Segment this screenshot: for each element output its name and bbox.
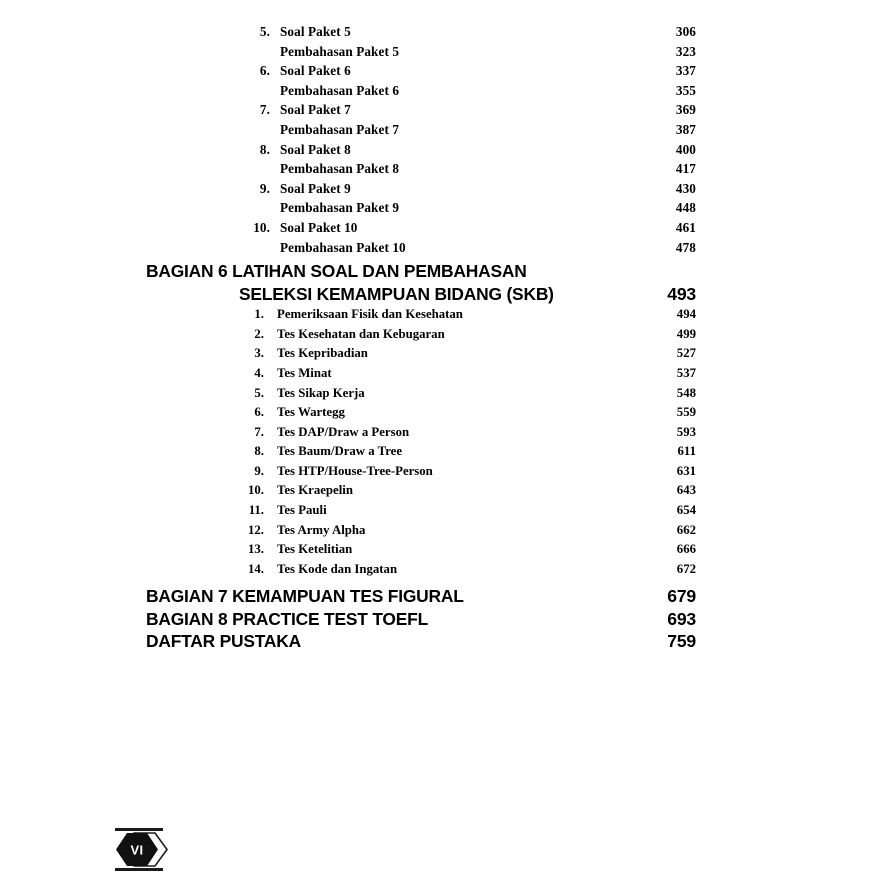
toc-row[interactable] [146,540,696,560]
toc-row-label: Tes Wartegg [277,405,345,420]
toc-row-label: Pembahasan Paket 9 [280,200,400,216]
section-heading-label: BAGIAN 8 PRACTICE TEST TOEFL [146,608,429,629]
toc-row-page: 631 [676,463,696,478]
toc-row[interactable] [146,198,696,218]
toc-row-page: 369 [675,102,696,118]
toc-row[interactable] [146,81,696,101]
toc-row-number: 13. [248,542,264,557]
toc-row-number: 4. [254,365,264,380]
toc-row-page: 323 [675,43,696,59]
toc-row-page: 417 [675,161,696,177]
toc-row-label: Tes Sikap Kerja [277,385,365,400]
section-heading-bagian-6-line2 [146,283,696,306]
toc-row[interactable] [146,305,696,325]
toc-row[interactable] [146,384,696,404]
toc-row[interactable] [146,179,696,199]
toc-row-label: Pembahasan Paket 7 [280,121,400,137]
toc-list-skb [146,305,696,579]
toc-row-page: 527 [676,346,696,361]
toc-row-page: 559 [676,405,696,420]
toc-row-page: 355 [675,82,696,98]
toc-row-number: 2. [254,326,264,341]
toc-row-page: 548 [676,385,696,400]
toc-row-label: Tes Army Alpha [277,522,366,537]
section-heading-bagian-8 [146,608,696,631]
toc-row-label: Tes Minat [277,365,332,380]
toc-row-page: 593 [676,424,696,439]
toc-row-label: Tes Baum/Draw a Tree [277,444,403,459]
toc-row-page: 537 [676,365,696,380]
toc-row-number: 12. [248,522,264,537]
toc-row-label: Tes Kode dan Ingatan [277,561,398,576]
toc-row-number: 8. [254,444,264,459]
toc-row[interactable] [146,238,696,258]
toc-list-paket [146,22,696,257]
toc-row-label: Soal Paket 8 [280,141,351,157]
toc-row-number: 7. [254,424,264,439]
toc-row-label: Pembahasan Paket 10 [280,239,406,255]
toc-row-number: 3. [254,346,264,361]
toc-row[interactable] [146,403,696,423]
toc-row[interactable] [146,462,696,482]
toc-row[interactable] [146,22,696,42]
toc-row[interactable] [146,560,696,580]
toc-row[interactable] [146,140,696,160]
toc-row[interactable] [146,442,696,462]
toc-row-number: 9. [259,180,270,196]
page-number-label: VI [130,842,144,858]
toc-row-label: Pembahasan Paket 5 [280,43,400,59]
toc-row-label: Soal Paket 5 [280,24,351,39]
toc-row-label: Tes DAP/Draw a Person [277,424,410,439]
toc-row-page: 448 [675,200,696,216]
section-heading-label: BAGIAN 7 KEMAMPUAN TES FIGURAL [146,586,464,607]
section-heading-label: DAFTAR PUSTAKA [146,631,301,652]
toc-row[interactable] [146,100,696,120]
toc-row-label: Soal Paket 6 [280,63,351,79]
toc-row[interactable] [146,42,696,62]
toc-row-number: 6. [254,405,264,420]
toc-row-page: 611 [677,444,696,459]
toc-row-page: 430 [675,180,696,196]
toc-row-page: 337 [675,63,696,79]
toc-row[interactable] [146,159,696,179]
toc-row[interactable] [146,481,696,501]
toc-row-number: 1. [254,307,264,322]
toc-row-label: Tes Ketelitian [277,542,353,557]
section-heading-page: 759 [667,631,696,652]
toc-row-label: Tes Pauli [277,503,327,518]
page-number-badge [113,826,177,874]
toc-row-page: 478 [675,239,696,255]
toc-row[interactable] [146,325,696,345]
toc-row-page: 666 [676,542,696,557]
toc-row-number: 6. [259,63,270,79]
toc-row-number: 5. [259,24,270,39]
toc-row-label: Tes Kepribadian [277,346,368,361]
toc-row-page: 654 [676,503,696,518]
table-of-contents [146,22,696,653]
toc-row-page: 306 [675,24,696,39]
badge-top-rule [115,828,163,831]
toc-row-label: Soal Paket 9 [280,180,351,196]
section-heading-page: 693 [667,608,696,629]
page-number-badge-graphic [113,826,177,874]
toc-row[interactable] [146,120,696,140]
section-heading-page: 679 [667,586,696,607]
toc-row-label: Tes HTP/House-Tree-Person [277,463,433,478]
toc-row-label: Tes Kraepelin [277,483,353,498]
section-heading-label: SELEKSI KEMAMPUAN BIDANG (SKB) [239,283,554,304]
toc-row-label: Pembahasan Paket 8 [280,161,400,177]
toc-row-page: 387 [675,121,696,137]
toc-row-number: 7. [259,102,270,118]
toc-row-number: 9. [254,463,264,478]
toc-row-page: 461 [675,219,696,235]
section-heading-bagian-7 [146,585,696,608]
toc-row[interactable] [146,364,696,384]
toc-row-label: Tes Kesehatan dan Kebugaran [277,326,445,341]
toc-row[interactable] [146,61,696,81]
toc-row[interactable] [146,218,696,238]
toc-row-label: Pemeriksaan Fisik dan Kesehatan [277,307,463,322]
toc-row-number: 10. [248,483,264,498]
toc-row[interactable] [146,521,696,541]
toc-row-number: 11. [248,503,264,518]
section-heading-label: BAGIAN 6 LATIHAN SOAL DAN PEMBAHASAN [146,261,527,282]
toc-row-label: Soal Paket 10 [280,219,358,235]
toc-row-page: 662 [676,522,696,537]
toc-row-page: 499 [676,326,696,341]
badge-bottom-rule [115,868,163,871]
toc-row-label: Pembahasan Paket 6 [280,82,400,98]
toc-row[interactable] [146,501,696,521]
toc-row-page: 643 [676,483,696,498]
section-heading-page: 493 [667,283,696,304]
toc-row-number: 8. [259,141,270,157]
toc-row-number: 14. [248,561,264,576]
toc-row-label: Soal Paket 7 [280,102,351,118]
toc-row-page: 494 [676,307,696,322]
section-heading-bagian-6-line1 [146,260,696,283]
toc-row[interactable] [146,423,696,443]
toc-row-number: 10. [253,219,270,235]
toc-row-page: 400 [675,141,696,157]
toc-row[interactable] [146,344,696,364]
toc-row-page: 672 [676,561,696,576]
section-heading-daftar-pustaka [146,630,696,653]
toc-row-number: 5. [254,385,264,400]
